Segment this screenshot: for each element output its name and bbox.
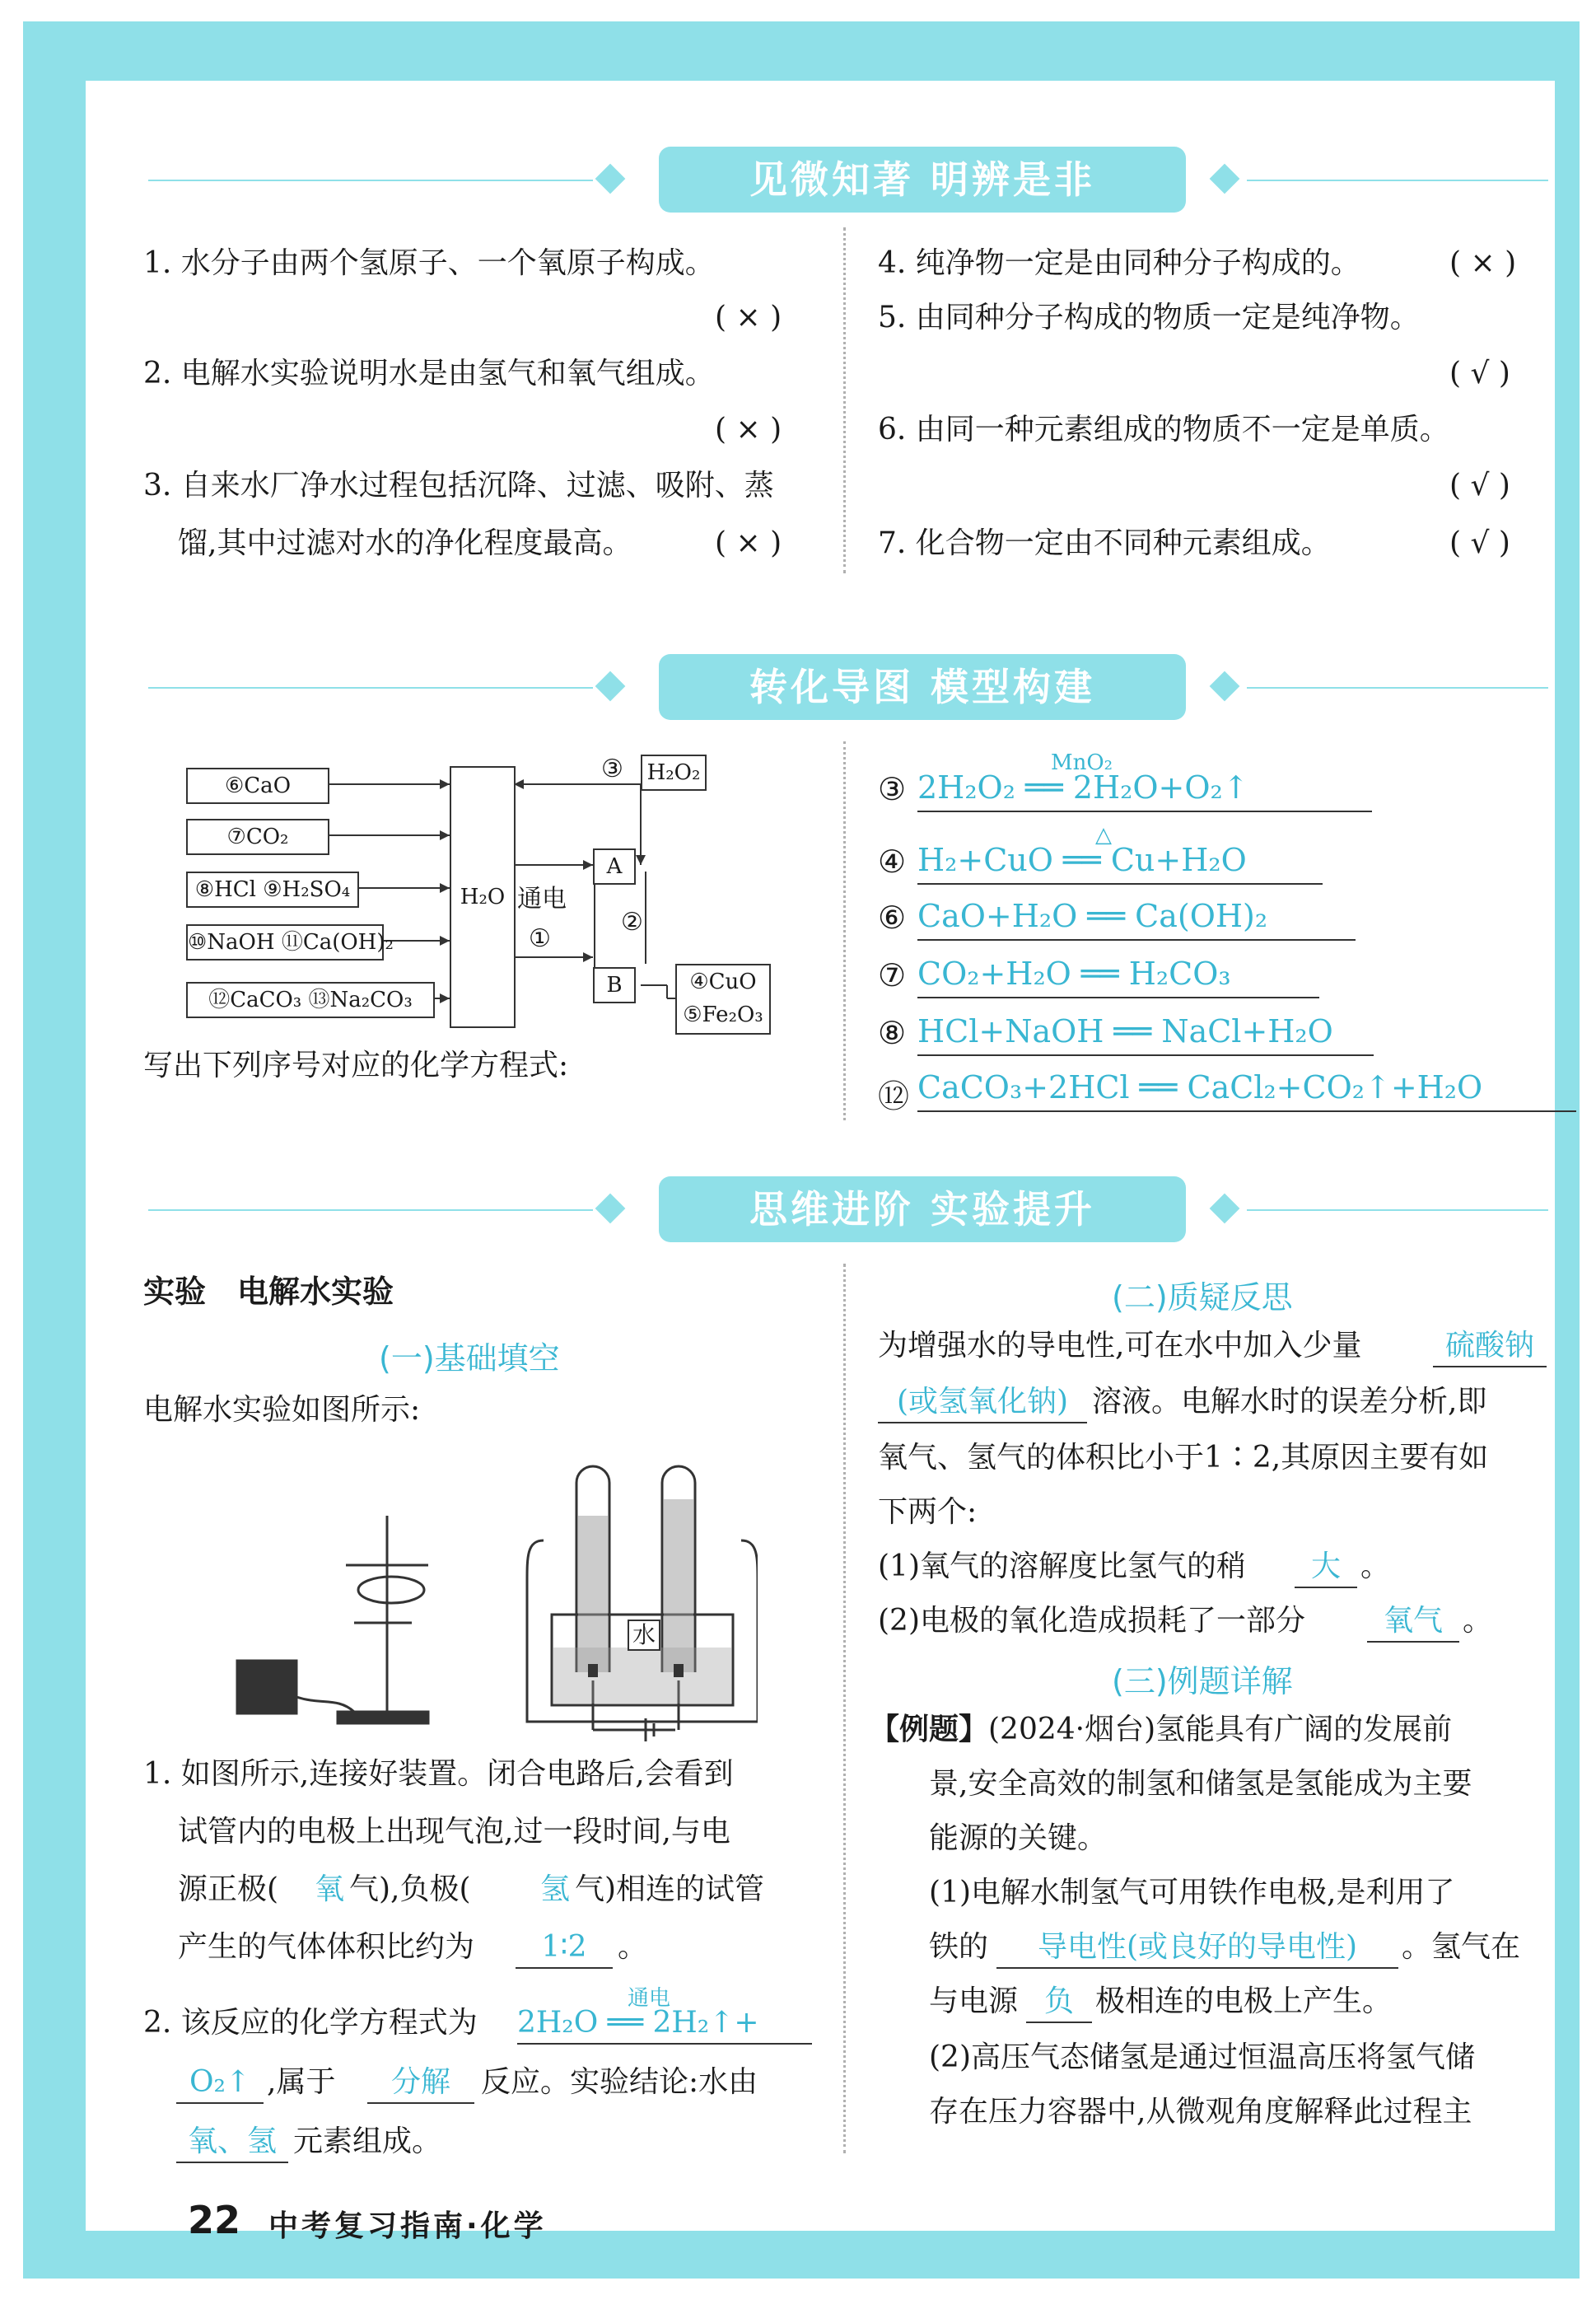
example-line3: 能源的关键。 bbox=[929, 1821, 1108, 1855]
diagram-box-b: B bbox=[593, 967, 636, 1003]
diagram-box-acids: ⑧HCl ⑨H₂SO₄ bbox=[186, 872, 359, 908]
exp-q1-answer-positive: 氧 bbox=[315, 1872, 345, 1906]
judge-a3: ( × ) bbox=[715, 526, 782, 560]
diamond-icon bbox=[1210, 1194, 1240, 1224]
example-line5b: 。氢气在 bbox=[1402, 1930, 1521, 1964]
experiment-intro: 电解水实验如图所示: bbox=[143, 1393, 421, 1427]
exp-q2-equation: 2H₂O ══ 2H₂↑+ bbox=[517, 2003, 812, 2045]
exp-q2-line2a: ,属于 bbox=[267, 2065, 336, 2099]
equation-number: ⑥ bbox=[878, 900, 907, 936]
example-line1: (2024·烟台)氢能具有广阔的发展前 bbox=[988, 1713, 1453, 1746]
subheading-basic: (一)基础填空 bbox=[379, 1340, 560, 1377]
judge-a2: ( × ) bbox=[715, 413, 782, 446]
example-line8: 存在压力容器中,从微观角度解释此过程主 bbox=[929, 2095, 1472, 2129]
reflect-line2b: 溶液。电解水时的误差分析,即 bbox=[1092, 1385, 1487, 1419]
reflect-answer-3: 氧气 bbox=[1367, 1601, 1459, 1643]
example-line7: (2)高压气态储氢是通过恒温高压将氢气储 bbox=[929, 2040, 1475, 2074]
diamond-icon bbox=[595, 164, 626, 194]
judge-a6: ( √ ) bbox=[1449, 469, 1510, 502]
judge-q3-line1: 3. 自来水厂净水过程包括沉降、过滤、吸附、蒸 bbox=[143, 469, 774, 502]
section-banner-3 bbox=[148, 1173, 1548, 1247]
equation-number: ⑦ bbox=[878, 957, 907, 993]
judge-q3-line2: 馏,其中过滤对水的净化程度最高。 bbox=[178, 526, 632, 560]
diagram-box-h2o2: H₂O₂ bbox=[641, 755, 707, 791]
section-banner-2 bbox=[148, 651, 1548, 725]
example-line4: (1)电解水制氢气可用铁作电极,是利用了 bbox=[929, 1876, 1455, 1909]
experiment-title: 实验 电解水实验 bbox=[143, 1274, 394, 1310]
reflect-answer-1a: 硫酸钠 bbox=[1433, 1326, 1547, 1367]
reflect-answer-1b: (或氢氧化钠) bbox=[878, 1382, 1087, 1423]
equation-number: ⑧ bbox=[878, 1015, 907, 1051]
exp-q1-line3b: 气),负极( bbox=[349, 1872, 471, 1906]
judge-a7: ( √ ) bbox=[1449, 526, 1510, 560]
column-divider bbox=[843, 741, 846, 1120]
diamond-icon bbox=[1210, 671, 1240, 702]
exp-q1-line3c: 气)相连的试管 bbox=[575, 1872, 765, 1906]
equation-answer: 2H₂O₂ ══ 2H₂O+O₂↑ bbox=[917, 766, 1372, 812]
judge-q7: 7. 化合物一定由不同种元素组成。 bbox=[878, 526, 1331, 560]
exp-q2-equation-cont: O₂↑ bbox=[176, 2063, 264, 2104]
section-banner-1 bbox=[148, 143, 1548, 217]
label-3: ③ bbox=[601, 755, 623, 783]
example-tag: 【例题】 bbox=[870, 1713, 989, 1746]
label-2: ② bbox=[621, 908, 643, 937]
diagram-box-bases: ⑩NaOH ⑪Ca(OH)₂ bbox=[186, 924, 384, 961]
banner-title: 思维进阶 实验提升 bbox=[659, 1176, 1186, 1242]
example-answer-electrode: 负 bbox=[1026, 1982, 1092, 2023]
reflect-line5a: (1)氧气的溶解度比氢气的稍 bbox=[878, 1549, 1246, 1583]
column-divider bbox=[843, 227, 846, 573]
reflect-line1a: 为增强水的导电性,可在水中加入少量 bbox=[878, 1329, 1362, 1362]
label-1: ① bbox=[529, 924, 551, 953]
exp-q2-condition: 通电 bbox=[628, 1986, 671, 2011]
electrolysis-apparatus bbox=[231, 1450, 758, 1746]
reaction-condition: △ bbox=[1095, 823, 1112, 848]
exp-q1-line2: 试管内的电极上出现气泡,过一段时间,与电 bbox=[178, 1815, 730, 1849]
exp-q1-line4b: 。 bbox=[618, 1930, 648, 1964]
exp-q2-line3: 元素组成。 bbox=[293, 2124, 442, 2158]
exp-q2-answer-elements: 氧、氢 bbox=[176, 2122, 288, 2163]
diagram-box-h2o: H₂O bbox=[450, 766, 516, 1028]
equation-answer: CaCO₃+2HCl ══ CaCl₂+CO₂↑+H₂O bbox=[917, 1066, 1576, 1112]
label-electrolysis: 通电 bbox=[517, 885, 567, 914]
reflect-line3: 氧气、氢气的体积比小于1∶2,其原因主要有如 bbox=[878, 1441, 1489, 1475]
diagram-box-oxides bbox=[675, 964, 771, 1035]
diamond-icon bbox=[595, 671, 626, 702]
reflect-line5b: 。 bbox=[1360, 1549, 1391, 1583]
diagram-box-co2: ⑦CO₂ bbox=[186, 819, 329, 855]
exp-q1-line3a: 源正极( bbox=[178, 1872, 279, 1906]
diagram-box-carbonates: ⑫CaCO₃ ⑬Na₂CO₃ bbox=[186, 982, 435, 1018]
equation-answer: CaO+H₂O ══ Ca(OH)₂ bbox=[917, 895, 1356, 941]
equation-answer: HCl+NaOH ══ NaCl+H₂O bbox=[917, 1010, 1374, 1056]
subheading-reflect: (二)质疑反思 bbox=[1112, 1279, 1293, 1316]
banner-title: 转化导图 模型构建 bbox=[659, 654, 1186, 720]
exp-q1-answer-negative: 氢 bbox=[540, 1872, 571, 1906]
example-line6a: 与电源 bbox=[929, 1984, 1019, 2018]
equation-number: ⑫ bbox=[878, 1078, 910, 1115]
book-title: 中考复习指南·化学 bbox=[268, 2209, 547, 2243]
judge-a1: ( × ) bbox=[715, 301, 782, 334]
banner-title: 见微知著 明辨是非 bbox=[659, 147, 1186, 213]
equation-prompt: 写出下列序号对应的化学方程式: bbox=[143, 1049, 569, 1082]
cuo-label: ④CuO bbox=[689, 970, 757, 994]
reflect-line4: 下两个: bbox=[878, 1495, 978, 1529]
exp-q2-answer-type: 分解 bbox=[367, 2063, 474, 2104]
equation-answer: CO₂+H₂O ══ H₂CO₃ bbox=[917, 952, 1319, 998]
exp-q2-line1a: 2. 该反应的化学方程式为 bbox=[143, 2006, 478, 2040]
judge-q1: 1. 水分子由两个氢原子、一个氧原子构成。 bbox=[143, 246, 715, 280]
judge-a4: ( × ) bbox=[1449, 246, 1517, 280]
exp-q1-line4a: 产生的气体体积比约为 bbox=[178, 1930, 475, 1964]
judge-a5: ( √ ) bbox=[1449, 357, 1510, 390]
example-line2: 景,安全高效的制氢和储氢是氢能成为主要 bbox=[929, 1767, 1472, 1801]
diagram-box-a: A bbox=[593, 848, 636, 885]
diagram-box-cao: ⑥CaO bbox=[186, 768, 329, 804]
judge-q5: 5. 由同种分子构成的物质一定是纯净物。 bbox=[878, 301, 1420, 334]
water-label: 水 bbox=[628, 1620, 660, 1651]
judge-q2: 2. 电解水实验说明水是由氢气和氧气组成。 bbox=[143, 357, 715, 390]
page-number: 22 bbox=[188, 2198, 241, 2242]
example-answer-conductivity: 导电性(或良好的导电性) bbox=[996, 1928, 1398, 1969]
diamond-icon bbox=[1210, 164, 1240, 194]
example-line5a: 铁的 bbox=[929, 1930, 989, 1964]
judge-q4: 4. 纯净物一定是由同种分子构成的。 bbox=[878, 246, 1360, 280]
subheading-example: (三)例题详解 bbox=[1112, 1663, 1293, 1699]
exp-q1-answer-ratio: 1∶2 bbox=[516, 1928, 613, 1969]
example-line6b: 极相连的电极上产生。 bbox=[1095, 1984, 1393, 2018]
judge-q6: 6. 由同一种元素组成的物质不一定是单质。 bbox=[878, 413, 1449, 446]
reaction-condition: MnO₂ bbox=[1051, 750, 1113, 775]
reflect-answer-2: 大 bbox=[1295, 1547, 1357, 1588]
equation-answer: H₂+CuO ══ Cu+H₂O bbox=[917, 839, 1323, 885]
equation-number: ④ bbox=[878, 844, 907, 880]
exp-q2-line2b: 反应。实验结论:水由 bbox=[481, 2065, 758, 2099]
diamond-icon bbox=[595, 1194, 626, 1224]
column-divider bbox=[843, 1264, 846, 2153]
equation-number: ③ bbox=[878, 771, 907, 807]
exp-q1-line1: 1. 如图所示,连接好装置。闭合电路后,会看到 bbox=[143, 1757, 734, 1791]
reflect-line6a: (2)电极的氧化造成损耗了一部分 bbox=[878, 1604, 1305, 1638]
reflect-line6b: 。 bbox=[1463, 1604, 1493, 1638]
fe2o3-label: ⑤Fe₂O₃ bbox=[683, 1003, 763, 1027]
